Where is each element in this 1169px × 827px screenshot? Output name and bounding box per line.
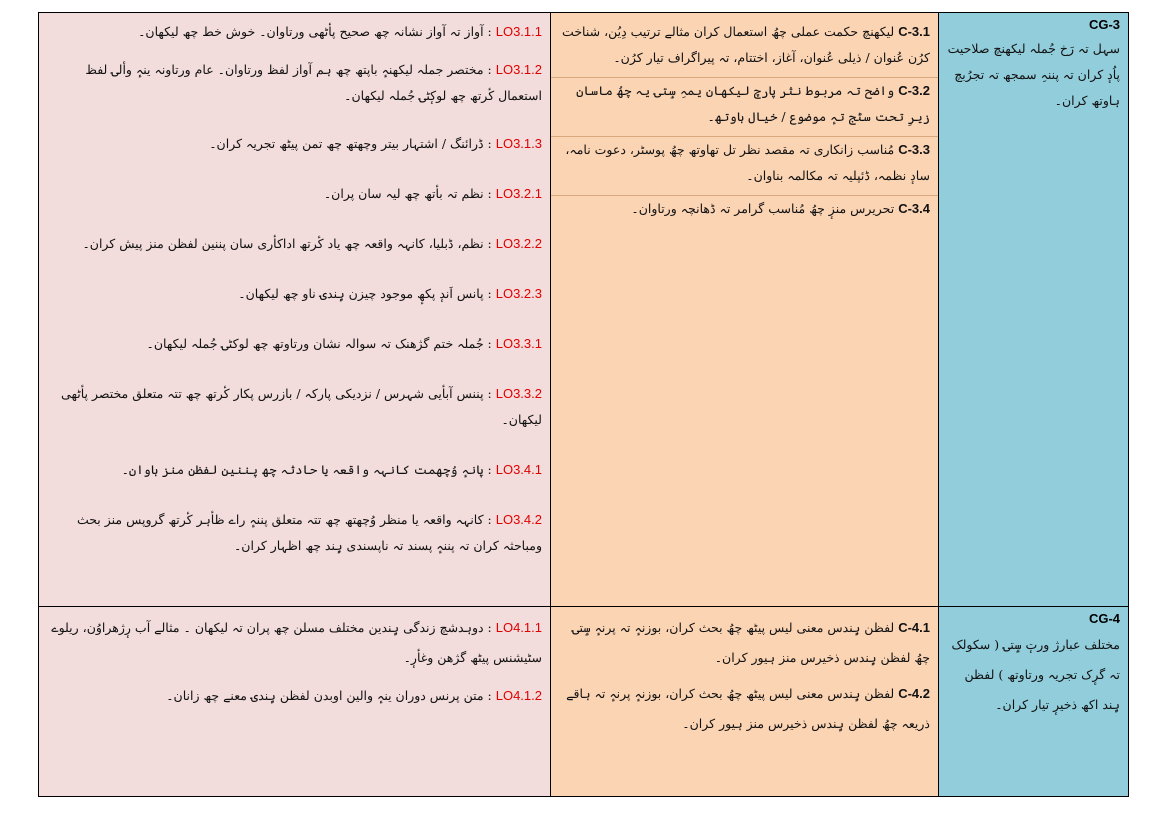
competency (551, 679, 938, 745)
outcome-text: آواز تہ آواز نشانہ چھ صحیح پأٹھی ورتاوان۔ خوش خط چھ لیکھان۔ (138, 24, 484, 39)
learning-outcome: LO3.3.1 : جُملہ ختم گژھنک تہ سوالہ نشان ورتاوتھ چھ لوکٹۍ جُملہ لیکھان۔ (146, 336, 542, 351)
outcome-code: LO4.1.2 (495, 688, 542, 703)
goal-code: CG-4 (1088, 611, 1120, 626)
outcome-text: نظم تہ بأتھ چھ لیہ سان پران۔ (323, 186, 484, 201)
competency-text: تحریرس منزٕ چھُ مُناسب گرامر تہ ڈھانچہ ورتاوان۔ (631, 201, 895, 216)
learning-outcome: LO3.1.2 : مختصر جملہ لیکھنہٕ باپتھ چھ ہم آواز لفظ ورتاوان۔ عام ورتاونہ ینہٕ وألۍ لفظ استعمال کٔرتھ چھ لوکٕٹۍ جُملہ لیکھان۔ (85, 62, 542, 103)
outcome-text: مختصر جملہ لیکھنہٕ باپتھ چھ ہم آواز لفظ ورتاوان۔ عام ورتاونہ ینہٕ وألۍ لفظ استعمال کٔرتھ چھ لوکٕٹۍ جُملہ لیکھان۔ (85, 62, 542, 103)
outcome-text: جُملہ ختم گژھنک تہ سوالہ نشان ورتاوتھ چھ لوکٹۍ جُملہ لیکھان۔ (146, 336, 484, 351)
outcome-text: پننس آبأیی شہرس / نزدیکی پارکہ / بازرس پکار کٔرتھ چھ تتہ متعلق مختصر پأٹھی لیکھان۔ (61, 386, 542, 427)
competency-text: واضح تہ مربوط نثر پارچ لیکھان یمہِ سٟتۍ یہ چھُ ماسان زیرِ تحت سٹج تہٕ موضوع / خیال ہاوتھ۔ (576, 83, 930, 124)
learning-outcome: LO4.1.1 : دوہدشچ زندگی ہٕندین مختلف مسلن چھ پران تہ لیکھان ۔ مثالے آب رٕژھراوُن، ریلوے سٹیشنس پیٹھ گژھن وغأرٕ۔ (51, 620, 542, 665)
competency-code: C-3.1 (898, 24, 930, 39)
learning-outcome: LO3.4.1 : پانہٕ وُچھمت کانہہ واقعہ یا حادثہ چھ پننین لفظن منز ہاوان۔ (121, 462, 542, 477)
competencies-cell (551, 607, 939, 797)
learning-outcomes-cell (39, 13, 551, 607)
competency (551, 19, 938, 77)
outcome-text: متن پرنس دوران ینہٕ والین اوبدن لفظن ہٕندۍ معنے چھ زانان۔ (166, 688, 484, 703)
outcome-code: LO3.2.1 (495, 186, 542, 201)
competency-code: C-3.4 (898, 201, 930, 216)
goal-text: سہل تہ رَخ جُملہ لیکھنچ صلاحیت پاُدٕ کران تہ پننہِ سمجھ تہ تجرُبچ ہاوتھ کران۔ (947, 41, 1120, 108)
outcome-text: دوہدشچ زندگی ہٕندین مختلف مسلن چھ پران تہ لیکھان ۔ مثالے آب رٕژھراوُن، ریلوے سٹیشنس پیٹھ گژھن وغأرٕ۔ (51, 620, 542, 665)
learning-outcomes-cell (39, 607, 551, 797)
learning-outcome: LO3.4.2 : کانہہ واقعہ یا منظر وُچھتھ چھ تتہ متعلق پننہٕ راے ظأہر کٔرتھ گروپس منز بحث ومباحثہ کران تہ پننہٕ پسند تہ ناپسندی ہٕند چھ اظہار کران۔ (76, 512, 542, 553)
competency (551, 195, 938, 228)
competencies-cell (551, 13, 939, 607)
outcome-code: LO3.3.1 (495, 336, 542, 351)
outcome-code: LO3.4.1 (495, 462, 542, 477)
goal-code: CG-3 (1088, 17, 1120, 32)
outcome-code: LO3.2.2 (495, 236, 542, 251)
competency-text: مُناسب زانکاری تہ مقصد نظر تل تھاوتھ چھُ پوسٹر، دعوت نامہ، سادٕ نظمہ، ڈئپلیہ تہ مکالمہ بناوان۔ (565, 142, 930, 183)
outcome-text: ڈرائنگ / اشتہار بیتر وچھتھ چھ تمن پیٹھ تجریہ کران۔ (209, 136, 484, 151)
competency-code: C-4.1 (898, 620, 930, 635)
competency (551, 77, 938, 136)
competency-text: لفظن ہٕندس معنی لیس پیٹھ چھُ بحث کران، بوزنہٕ پرنہٕ تہ ہاقے ذریعہ چھُ لفظن ہٕندس ذخیرس منز ہیور کران۔ (566, 686, 930, 731)
outcome-code: LO3.2.3 (495, 286, 542, 301)
learning-outcome: LO3.2.2 : نظم، ڈبلیا، کانہہ واقعہ چھ یاد کٔرتھ اداکأری سان پننین لفظن منز پیش کران۔ (82, 236, 542, 251)
learning-outcome: LO3.1.3 : ڈرائنگ / اشتہار بیتر وچھتھ چھ تمن پیٹھ تجریہ کران۔ (209, 136, 542, 151)
outcome-code: LO3.3.2 (495, 386, 542, 401)
competency (551, 136, 938, 195)
curricular-goal-cell (939, 607, 1129, 797)
curricular-goal-cell (939, 13, 1129, 607)
outcome-text: پانہٕ وُچھمت کانہہ واقعہ یا حادثہ چھ پننین لفظن منز ہاوان۔ (121, 462, 484, 477)
outcome-code: LO3.4.2 (495, 512, 542, 527)
outcome-code: LO3.1.2 (495, 62, 542, 77)
learning-outcome: LO3.2.3 : پانس اَندٕ پکھٕ موجود چیزن ہٕندۍ ناو چھ لیکھان۔ (238, 286, 542, 301)
table-row (39, 607, 1129, 797)
learning-outcome: LO3.1.1 : آواز تہ آواز نشانہ چھ صحیح پأٹھی ورتاوان۔ خوش خط چھ لیکھان۔ (138, 24, 542, 39)
table-row (39, 13, 1129, 607)
outcome-text: کانہہ واقعہ یا منظر وُچھتھ چھ تتہ متعلق پننہٕ راے ظأہر کٔرتھ گروپس منز بحث ومباحثہ کران تہ پننہٕ پسند تہ ناپسندی ہٕند چھ اظہار کران۔ (76, 512, 542, 553)
curriculum-table (38, 12, 1129, 797)
competency (551, 613, 938, 679)
outcome-code: LO4.1.1 (495, 620, 542, 635)
competency-code: C-3.2 (898, 83, 930, 98)
outcome-text: نظم، ڈبلیا، کانہہ واقعہ چھ یاد کٔرتھ اداکأری سان پننین لفظن منز پیش کران۔ (82, 236, 484, 251)
learning-outcome: LO3.3.2 : پننس آبأیی شہرس / نزدیکی پارکہ / بازرس پکار کٔرتھ چھ تتہ متعلق مختصر پأٹھی لیکھان۔ (61, 386, 542, 427)
outcome-code: LO3.1.1 (495, 24, 542, 39)
competency-text: لیکھنچ حکمت عملی چھُ استعمال کران مثالے ترتیب دِیُن، شناخت کرُن عُنوان / ذیلی عُنوان، آغاز، اختتام، تہ پیراگراف تیار کرُن۔ (562, 24, 930, 65)
goal-text: مختلف عبارژ ورتٕ سٟتۍ ( سکولک تہ گرٕک تجریہ ورتاوتھ ) لفظن ہٕند اکھ ذخیرٕ تیار کران۔ (951, 637, 1120, 712)
learning-outcome: LO3.2.1 : نظم تہ بأتھ چھ لیہ سان پران۔ (323, 186, 542, 201)
outcome-code: LO3.1.3 (495, 136, 542, 151)
competency-code: C-3.3 (898, 142, 930, 157)
competency-text: لفظن ہٕندس معنی لیس پیٹھ چھُ بحث کران، بوزنہٕ تہ پرنہٕ سٟتۍ چھُ لفظن ہٕندس ذخیرس منز ہیور کران۔ (572, 620, 930, 665)
learning-outcome: LO4.1.2 : متن پرنس دوران ینہٕ والین اوبدن لفظن ہٕندۍ معنے چھ زانان۔ (166, 688, 542, 703)
competency-code: C-4.2 (898, 686, 930, 701)
outcome-text: پانس اَندٕ پکھٕ موجود چیزن ہٕندۍ ناو چھ لیکھان۔ (238, 286, 484, 301)
